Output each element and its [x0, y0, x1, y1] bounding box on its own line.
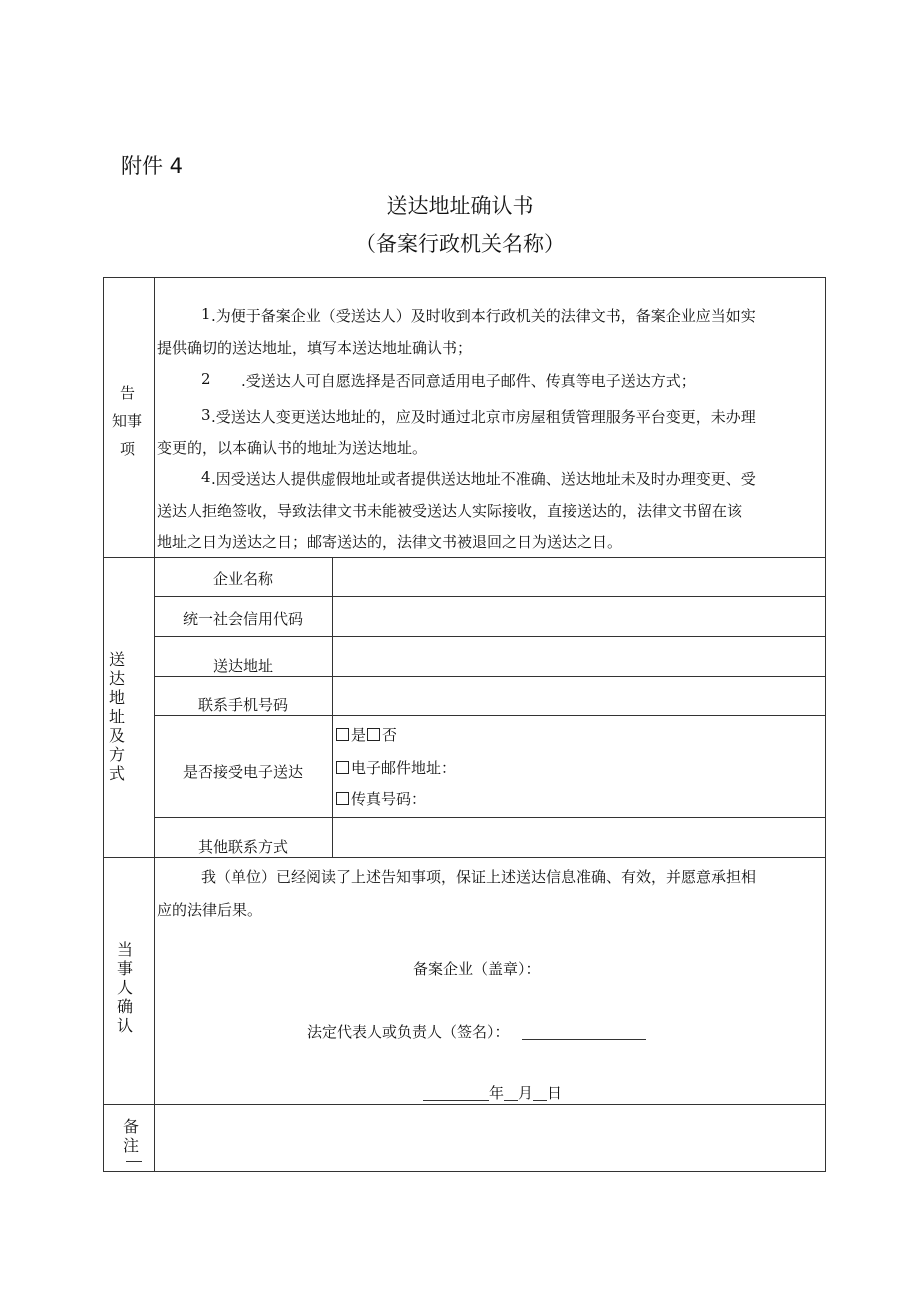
- confirmation-statement-line-1: 我（单位）已经阅读了上述告知事项，保证上述送达信息准确、有效，并愿意承担相: [201, 868, 757, 886]
- notice-label-2: 知事: [112, 412, 143, 430]
- notice-item-2-number: 2: [201, 370, 211, 388]
- address-label: 送达地址: [212, 657, 273, 675]
- confirmation-statement-line-2: 应的法律后果。: [157, 901, 263, 919]
- no-option-label: 否: [382, 726, 398, 744]
- legal-rep-signature-row: [307, 1021, 646, 1042]
- fax-checkbox[interactable]: [336, 792, 349, 805]
- credit-code-field[interactable]: [333, 597, 825, 635]
- notice-item-4-line-3: 地址之日为送达之日；邮寄送达的，法律文书被退回之日为送达之日。: [157, 533, 623, 551]
- month-blank[interactable]: [504, 1086, 518, 1101]
- notice-item-4-number: 4: [201, 468, 211, 486]
- notice-label-3: 项: [120, 440, 136, 458]
- remarks-label-underline: [126, 1161, 142, 1162]
- yes-checkbox[interactable]: [336, 728, 349, 741]
- phone-label: 联系手机号码: [197, 696, 288, 714]
- email-checkbox[interactable]: [336, 761, 349, 774]
- address-section-label: 送 达 地 址 及 方 式: [108, 650, 125, 783]
- notice-item-4-line-1: .因受送达人提供虚假地址或者提供送达地址不准确、送达地址未及时办理变更、受: [211, 470, 756, 488]
- company-name-field[interactable]: [333, 558, 825, 595]
- yes-option-label: 是: [351, 726, 367, 744]
- document-title: 送达地址确认书: [386, 194, 534, 218]
- month-label: 月: [518, 1084, 534, 1102]
- date-row: [423, 1082, 562, 1103]
- notice-item-2-line-1: .受送达人可自愿选择是否同意适用电子邮件、传真等电子送达方式；: [241, 372, 696, 390]
- attachment-label: 附件 4: [121, 154, 184, 178]
- company-seal-label: 备案企业（盖章）：: [413, 960, 541, 978]
- label-column-divider: [154, 277, 155, 1172]
- other-contact-label: 其他联系方式: [197, 838, 288, 856]
- day-blank[interactable]: [533, 1086, 547, 1101]
- confirmation-section-label: 当 事 人 确 认: [116, 940, 133, 1035]
- notice-item-1-line-2: 提供确切的送达地址，填写本送达地址确认书；: [157, 339, 473, 357]
- fax-row: [336, 788, 426, 809]
- remarks-section-label: 备 注: [122, 1117, 139, 1155]
- year-label: 年: [489, 1084, 505, 1102]
- notice-item-3-line-1: .受送达人变更送达地址的，应及时通过北京市房屋租赁管理服务平台变更，未办理: [211, 408, 756, 426]
- email-row: [336, 757, 456, 778]
- notice-item-3-number: 3: [201, 406, 211, 424]
- document-subtitle: （备案行政机关名称）: [355, 232, 565, 256]
- fax-option-label: 传真号码：: [351, 790, 427, 808]
- email-option-label: 电子邮件地址：: [351, 759, 457, 777]
- electronic-yes-no-row: [336, 724, 397, 745]
- electronic-delivery-label: 是否接受电子送达: [182, 763, 303, 781]
- notice-item-4-line-2: 送达人拒绝签收，导致法律文书未能被受送达人实际接收，直接送达的，法律文书留在该: [157, 502, 743, 520]
- year-blank[interactable]: [423, 1086, 489, 1101]
- signature-line[interactable]: [522, 1025, 646, 1040]
- section-divider: [103, 857, 826, 858]
- notice-label-1: 告: [120, 384, 136, 402]
- no-checkbox[interactable]: [367, 728, 380, 741]
- row-divider: [154, 715, 826, 716]
- day-label: 日: [547, 1084, 563, 1102]
- remarks-field[interactable]: [155, 1105, 825, 1171]
- address-field[interactable]: [333, 637, 825, 675]
- other-contact-field[interactable]: [333, 818, 825, 856]
- notice-item-1-line-1: .为便于备案企业（受送达人）及时收到本行政机关的法律文书，备案企业应当如实: [211, 307, 756, 325]
- company-name-label: 企业名称: [212, 570, 273, 588]
- notice-item-3-line-2: 变更的，以本确认书的地址为送达地址。: [157, 439, 428, 457]
- credit-code-label: 统一社会信用代码: [182, 610, 303, 628]
- phone-field[interactable]: [333, 677, 825, 714]
- legal-rep-label: 法定代表人或负责人（签名）：: [307, 1023, 510, 1041]
- notice-item-1-number: 1: [201, 305, 211, 323]
